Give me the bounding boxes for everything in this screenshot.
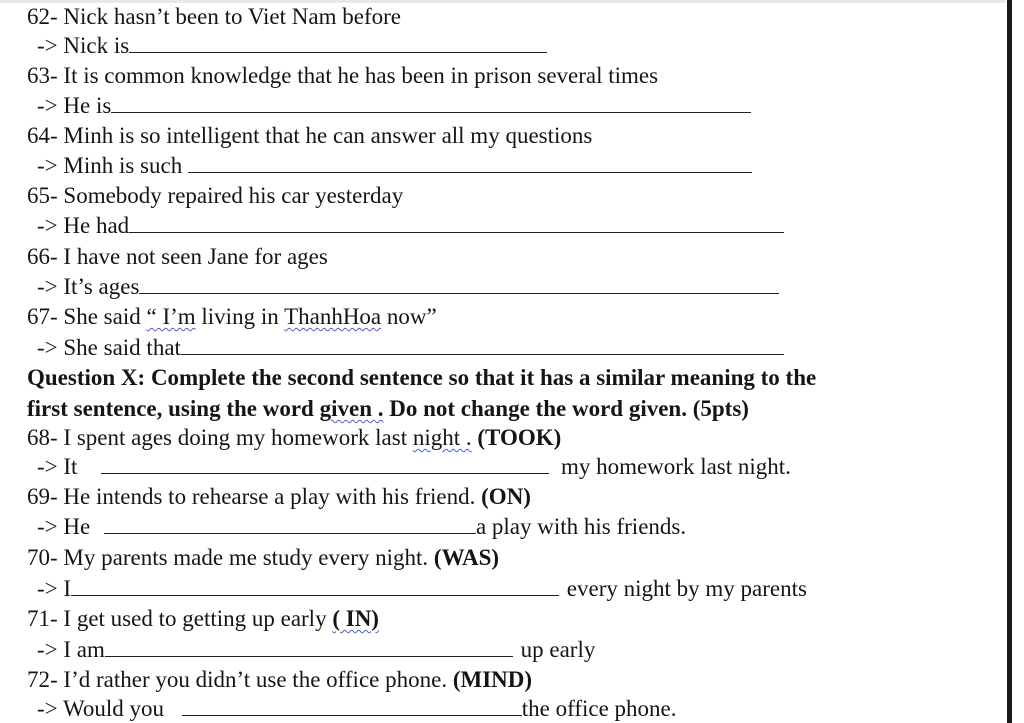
item-71-sentence (27, 605, 379, 633)
item-64-answer (37, 152, 752, 180)
item-number: 70- (27, 545, 58, 570)
item-text: living in (195, 304, 285, 329)
answer-tail: every night by my parents (566, 576, 807, 601)
item-text: She said (63, 304, 147, 329)
item-text: Nick hasn’t been to Viet Nam before (63, 4, 401, 29)
item-65-sentence (27, 182, 403, 210)
item-72-answer (37, 695, 677, 723)
answer-tail: my homework last night. (560, 454, 791, 479)
answer-prompt: -> Would you (37, 696, 164, 721)
item-text: now” (381, 304, 437, 329)
answer-blank[interactable] (104, 513, 476, 534)
answer-prompt: -> He had (37, 213, 130, 238)
question-x-heading-line2 (27, 393, 749, 424)
item-text: It is common knowledge that he has been in prison several times (63, 63, 659, 88)
item-number: 64- (27, 123, 58, 148)
item-62-answer (37, 32, 547, 60)
keyword: (WAS) (428, 545, 500, 570)
answer-blank[interactable] (101, 453, 549, 474)
item-text: I have not seen Jane for ages (63, 244, 328, 269)
item-68-answer (37, 453, 791, 481)
answer-tail: a play with his friends. (475, 514, 687, 539)
answer-blank[interactable] (139, 273, 779, 294)
item-text: I get used to getting up early (63, 606, 333, 631)
item-66-answer (37, 273, 779, 301)
answer-prompt: -> It (37, 454, 78, 479)
answer-blank[interactable] (71, 575, 559, 596)
answer-prompt: -> It’s ages (37, 274, 140, 299)
keyword: (TOOK) (471, 425, 562, 450)
item-text: My parents made me study every night. (63, 545, 429, 570)
item-text-flagged: night . (412, 425, 472, 450)
heading-text: Do not change the word given. (5pts) (383, 396, 749, 421)
answer-blank[interactable] (181, 334, 784, 355)
item-70-answer (37, 575, 807, 603)
item-number: 67- (27, 304, 58, 329)
answer-prompt: -> I am (37, 637, 105, 662)
item-number: 62- (27, 4, 58, 29)
item-67-answer (37, 334, 784, 362)
item-text: I’d rather you didn’t use the office phone. (63, 667, 448, 692)
item-number: 65- (27, 183, 58, 208)
item-number: 66- (27, 244, 58, 269)
item-text-flagged: ThanhHoa (284, 304, 382, 329)
answer-prompt: -> I (37, 576, 72, 601)
item-number: 68- (27, 425, 58, 450)
keyword: ( IN) (332, 606, 379, 631)
item-68-sentence (27, 424, 561, 452)
answer-prompt: -> He is (37, 93, 112, 118)
item-number: 63- (27, 63, 58, 88)
answer-blank[interactable] (129, 32, 547, 53)
item-64-sentence (27, 122, 592, 150)
item-66-sentence (27, 243, 328, 271)
answer-prompt: -> She said that (37, 335, 181, 360)
keyword: (ON) (475, 484, 531, 509)
heading-text: Question X: Complete the second sentence so that it has a similar meaning to the (27, 365, 817, 390)
answer-blank[interactable] (129, 212, 784, 233)
item-number: 69- (27, 484, 58, 509)
item-71-answer (37, 636, 595, 664)
answer-tail: the office phone. (521, 696, 677, 721)
item-text: He intends to rehearse a play with his friend. (63, 484, 476, 509)
answer-blank[interactable] (111, 92, 751, 113)
item-text: Somebody repaired his car yesterday (63, 183, 404, 208)
question-x-heading-line1 (27, 362, 816, 393)
item-69-sentence (27, 483, 531, 511)
item-number: 71- (27, 606, 58, 631)
answer-blank[interactable] (182, 695, 522, 716)
heading-text-flagged: given . (319, 396, 384, 421)
answer-blank[interactable] (188, 152, 752, 173)
item-65-answer (37, 212, 784, 240)
answer-prompt: -> Nick is (37, 33, 130, 58)
item-67-sentence (27, 303, 437, 331)
item-text: Minh is so intelligent that he can answer all my questions (63, 123, 593, 148)
keyword: (MIND) (447, 667, 533, 692)
answer-blank[interactable] (105, 636, 513, 657)
right-border-line (1007, 0, 1012, 723)
item-63-answer (37, 92, 751, 120)
item-text: I spent ages doing my homework last (63, 425, 413, 450)
answer-tail: up early (520, 637, 596, 662)
item-number: 72- (27, 667, 58, 692)
item-69-answer (37, 513, 686, 541)
item-62-sentence (27, 3, 401, 31)
answer-prompt: -> He (37, 514, 91, 539)
item-70-sentence (27, 544, 499, 572)
answer-prompt: -> Minh is such (37, 153, 183, 178)
item-text-flagged: “ I’m (146, 304, 196, 329)
heading-text: first sentence, using the word (27, 396, 320, 421)
item-72-sentence (27, 666, 532, 694)
item-63-sentence (27, 62, 658, 90)
